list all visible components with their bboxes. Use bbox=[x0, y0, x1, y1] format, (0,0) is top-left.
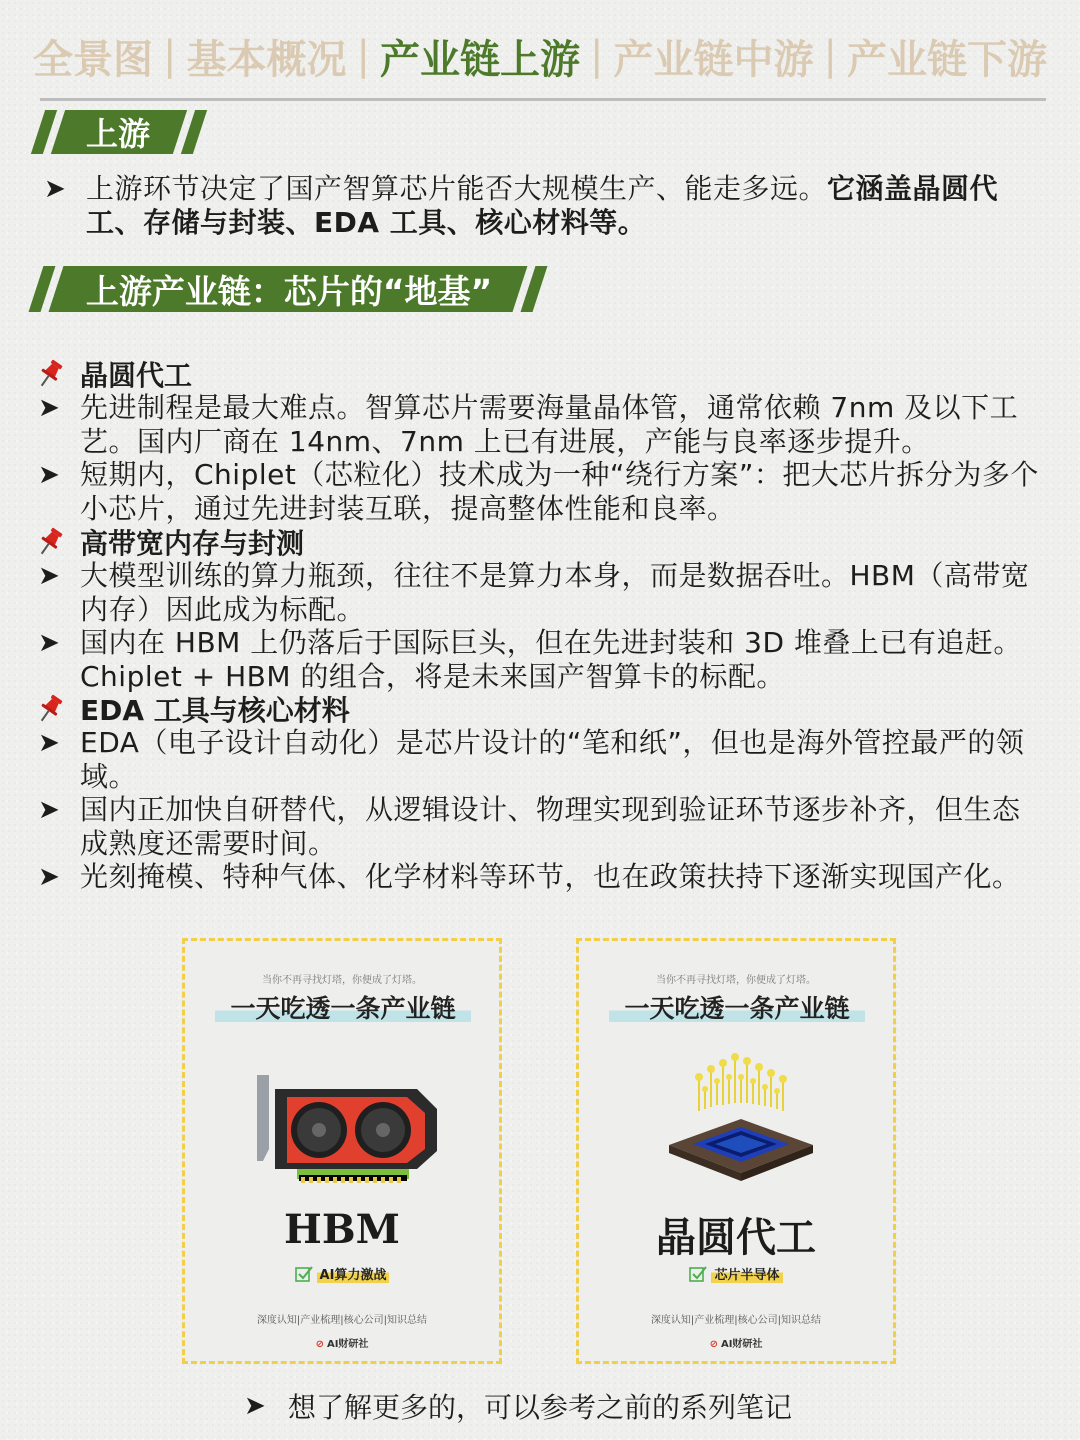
card-tag: 芯片半导体 bbox=[711, 1264, 782, 1283]
closing-note bbox=[244, 1386, 792, 1426]
list-item bbox=[38, 860, 1040, 894]
arrow-bullet-icon: ➤ bbox=[38, 862, 60, 892]
group-heading-eda bbox=[38, 692, 350, 726]
list-item bbox=[38, 793, 1040, 860]
chip-icon bbox=[659, 1049, 819, 1189]
group-heading-wafer bbox=[38, 357, 192, 391]
closing-text: 想了解更多的，可以参考之前的系列笔记 bbox=[288, 1391, 793, 1424]
card-tag: AI算力激战 bbox=[317, 1264, 390, 1283]
bullet-text: 大模型训练的算力瓶颈，往往不是算力本身，而是数据吞吐。HBM（高带宽内存）因此成为标配。 bbox=[80, 559, 1030, 626]
bullet-text: 先进制程是最大难点。智算芯片需要海量晶体管，通常依赖 7nm 及以下工艺。国内厂商在 14nm、7nm 上已有进展，产能与良率逐步提升。 bbox=[80, 391, 1019, 458]
intro-text: 上游环节决定了国产智算芯片能否大规模生产、能走多远。 bbox=[86, 172, 828, 205]
list-item bbox=[38, 726, 1040, 793]
section-title: 上游产业链：芯片的“地基” bbox=[86, 271, 493, 311]
nav-separator: | bbox=[356, 33, 370, 79]
tab-midstream[interactable]: 产业链中游 bbox=[613, 36, 814, 83]
arrow-bullet-icon: ➤ bbox=[244, 1391, 266, 1421]
arrow-bullet-icon: ➤ bbox=[38, 393, 60, 423]
bullet-text: EDA（电子设计自动化）是芯片设计的“笔和纸”，但也是海外管控最严的领域。 bbox=[80, 726, 1025, 793]
arrow-bullet-icon: ➤ bbox=[38, 460, 60, 490]
card-footer: 深度认知|产业梳理|核心公司|知识总结 bbox=[650, 1315, 822, 1326]
header-divider bbox=[40, 98, 1046, 101]
brand-logo-icon: ⊘ bbox=[315, 1339, 324, 1350]
checkbox-icon bbox=[689, 1266, 707, 1282]
nav-separator: | bbox=[163, 33, 177, 79]
bullet-text: 国内在 HBM 上仍落后于国际巨头，但在先进封装和 3D 堆叠上已有追赶。Chiplet + HBM 的组合，将是未来国产智算卡的标配。 bbox=[80, 626, 1022, 693]
card-title: 一天吃透一条产业链 bbox=[609, 989, 865, 1025]
bullet-text: 国内正加快自研替代，从逻辑设计、物理实现到验证环节逐步补齐，但生态成熟度还需要时间。 bbox=[80, 793, 1021, 860]
section-title: 上游 bbox=[86, 115, 151, 153]
bullet-text: 光刻掩模、特种气体、化学材料等环节，也在政策扶持下逐渐实现国产化。 bbox=[80, 860, 1021, 893]
tab-upstream[interactable]: 产业链上游 bbox=[380, 36, 580, 83]
list-item bbox=[38, 559, 1040, 626]
card-title: 一天吃透一条产业链 bbox=[215, 989, 471, 1025]
note-card-wafer[interactable] bbox=[576, 938, 896, 1364]
top-nav bbox=[0, 28, 1080, 84]
intro-paragraph bbox=[44, 172, 1046, 240]
arrow-bullet-icon: ➤ bbox=[38, 628, 60, 658]
tab-panorama[interactable]: 全景图 bbox=[33, 36, 154, 83]
group-heading-text: 高带宽内存与封测 bbox=[80, 527, 305, 560]
arrow-bullet-icon: ➤ bbox=[38, 795, 60, 825]
section-banner-upstream bbox=[38, 110, 200, 154]
pushpin-icon bbox=[38, 692, 80, 726]
list-item bbox=[38, 458, 1040, 525]
pushpin-icon bbox=[38, 525, 80, 559]
list-item bbox=[38, 626, 1040, 693]
tab-overview[interactable]: 基本概况 bbox=[186, 36, 347, 83]
brand-logo-icon: ⊘ bbox=[709, 1339, 718, 1350]
intro-bold-text: 它涵盖晶圆代工、存储与封装、EDA 工具、核心材料等。 bbox=[86, 172, 999, 239]
gpu-card-icon bbox=[247, 1069, 443, 1189]
pushpin-icon bbox=[38, 357, 80, 391]
card-footer: 深度认知|产业梳理|核心公司|知识总结 bbox=[256, 1315, 428, 1326]
group-heading-hbm bbox=[38, 525, 304, 559]
card-kicker: 当你不再寻找灯塔，你便成了灯塔。 bbox=[656, 975, 816, 986]
tab-downstream[interactable]: 产业链下游 bbox=[846, 36, 1047, 83]
card-kicker: 当你不再寻找灯塔，你便成了灯塔。 bbox=[262, 975, 422, 986]
nav-separator: | bbox=[590, 33, 604, 79]
bullet-text: 短期内，Chiplet（芯粒化）技术成为一种“绕行方案”：把大芯片拆分为多个小芯片，通过先进封装互联，提高整体性能和良率。 bbox=[80, 458, 1039, 525]
section-banner-foundation bbox=[36, 266, 540, 312]
list-item bbox=[38, 391, 1040, 458]
arrow-bullet-icon: ➤ bbox=[38, 561, 60, 591]
nav-separator: | bbox=[823, 33, 837, 79]
group-heading-text: 晶圆代工 bbox=[80, 359, 193, 392]
checkbox-icon bbox=[295, 1266, 313, 1282]
card-name: HBM bbox=[284, 1206, 400, 1253]
card-brand: AI财研社 bbox=[720, 1339, 763, 1350]
note-card-hbm[interactable] bbox=[182, 938, 502, 1364]
arrow-bullet-icon: ➤ bbox=[38, 728, 60, 758]
group-heading-text: EDA 工具与核心材料 bbox=[80, 694, 350, 727]
card-name: 晶圆代工 bbox=[656, 1214, 816, 1261]
arrow-bullet-icon: ➤ bbox=[44, 174, 66, 204]
card-brand: AI财研社 bbox=[326, 1339, 369, 1350]
